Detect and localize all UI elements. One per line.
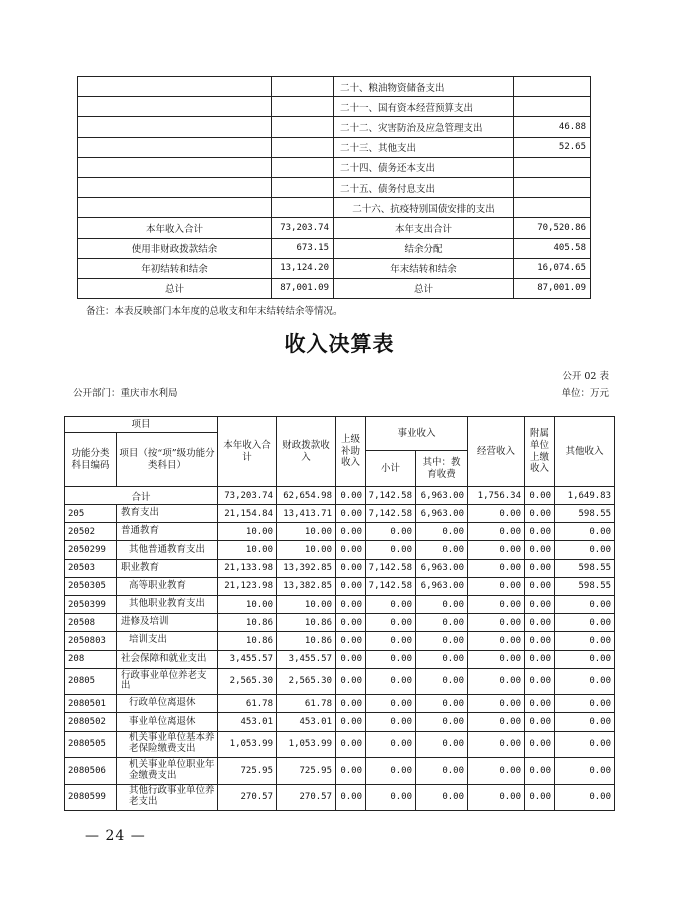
header-edu-fee: 其中：教育收费 xyxy=(416,451,468,487)
affiliated-value: 0.00 xyxy=(525,632,555,650)
total-label: 合计 xyxy=(65,487,218,505)
func-code: 2050399 xyxy=(65,595,117,613)
superior-value: 0.00 xyxy=(336,523,366,541)
income-amount xyxy=(272,117,334,137)
expense-item: 二十四、债务还本支出 xyxy=(334,157,514,177)
other-value: 598.55 xyxy=(555,559,615,577)
expense-item: 二十六、抗疫特别国债安排的支出 xyxy=(334,198,514,218)
project-name: 事业单位离退休 xyxy=(117,713,218,731)
edu-fee-value: 0.00 xyxy=(416,713,468,731)
expense-amount xyxy=(514,157,591,177)
summary-row xyxy=(78,198,591,218)
table-row xyxy=(65,541,615,559)
fiscal-value: 1,053.99 xyxy=(277,731,336,758)
superior-value: 0.00 xyxy=(336,695,366,713)
header-fiscal: 财政拨款收入 xyxy=(277,417,336,487)
func-code: 2080599 xyxy=(65,784,117,811)
table-row xyxy=(65,668,615,695)
annual-total-value: 453.01 xyxy=(218,713,277,731)
annual-total-value: 61.78 xyxy=(218,695,277,713)
table-row xyxy=(65,650,615,668)
total-other: 1,649.83 xyxy=(555,487,615,505)
income-amount: 73,203.74 xyxy=(272,218,334,238)
business-subtotal-value: 0.00 xyxy=(366,650,416,668)
annual-total-value: 10.86 xyxy=(218,614,277,632)
other-value: 0.00 xyxy=(555,731,615,758)
func-code: 20502 xyxy=(65,523,117,541)
table-row xyxy=(65,695,615,713)
operating-value: 0.00 xyxy=(468,650,525,668)
func-code: 20508 xyxy=(65,614,117,632)
business-subtotal-value: 0.00 xyxy=(366,632,416,650)
affiliated-value: 0.00 xyxy=(525,650,555,668)
business-subtotal-value: 0.00 xyxy=(366,614,416,632)
affiliated-value: 0.00 xyxy=(525,784,555,811)
summary-row xyxy=(78,117,591,137)
unit-label: 单位：万元 xyxy=(561,388,609,399)
fiscal-value: 2,565.30 xyxy=(277,668,336,695)
income-item xyxy=(78,157,272,177)
func-code: 2080505 xyxy=(65,731,117,758)
business-subtotal-value: 0.00 xyxy=(366,595,416,613)
header-operating: 经营收入 xyxy=(468,417,525,487)
other-value: 0.00 xyxy=(555,758,615,785)
expense-item: 二十五、债务付息支出 xyxy=(334,177,514,197)
operating-value: 0.00 xyxy=(468,695,525,713)
summary-row xyxy=(78,278,591,298)
expense-amount: 46.88 xyxy=(514,117,591,137)
table-row xyxy=(65,713,615,731)
annual-total-value: 10.86 xyxy=(218,632,277,650)
operating-value: 0.00 xyxy=(468,731,525,758)
expense-item: 本年支出合计 xyxy=(334,218,514,238)
annual-total-value: 21,133.98 xyxy=(218,559,277,577)
table-row xyxy=(65,523,615,541)
operating-value: 0.00 xyxy=(468,577,525,595)
fiscal-value: 10.00 xyxy=(277,541,336,559)
superior-value: 0.00 xyxy=(336,758,366,785)
annual-total-value: 10.00 xyxy=(218,595,277,613)
annual-total-value: 10.00 xyxy=(218,523,277,541)
affiliated-value: 0.00 xyxy=(525,541,555,559)
table-note: 备注：本表反映部门本年度的总收支和年末结转结余等情况。 xyxy=(86,306,343,317)
income-item xyxy=(78,198,272,218)
other-value: 598.55 xyxy=(555,577,615,595)
income-amount xyxy=(272,157,334,177)
table-row xyxy=(65,632,615,650)
header-project: 项目 xyxy=(65,417,218,433)
edu-fee-value: 0.00 xyxy=(416,541,468,559)
form-number: 公开 02 表 xyxy=(562,371,609,382)
superior-value: 0.00 xyxy=(336,577,366,595)
project-name: 进修及培训 xyxy=(117,614,218,632)
superior-value: 0.00 xyxy=(336,713,366,731)
expense-amount: 52.65 xyxy=(514,137,591,157)
other-value: 0.00 xyxy=(555,614,615,632)
fiscal-value: 725.95 xyxy=(277,758,336,785)
fiscal-value: 13,392.85 xyxy=(277,559,336,577)
total-fiscal: 62,654.98 xyxy=(277,487,336,505)
project-name: 普通教育 xyxy=(117,523,218,541)
table-row xyxy=(65,731,615,758)
total-row xyxy=(65,487,615,505)
project-name: 其他职业教育支出 xyxy=(117,595,218,613)
page-title: 收入决算表 xyxy=(284,332,395,356)
table-row xyxy=(65,758,615,785)
superior-value: 0.00 xyxy=(336,650,366,668)
edu-fee-value: 0.00 xyxy=(416,595,468,613)
business-subtotal-value: 7,142.58 xyxy=(366,559,416,577)
income-amount: 87,001.09 xyxy=(272,278,334,298)
income-item xyxy=(78,97,272,117)
superior-value: 0.00 xyxy=(336,784,366,811)
other-value: 0.00 xyxy=(555,695,615,713)
affiliated-value: 0.00 xyxy=(525,713,555,731)
operating-value: 0.00 xyxy=(468,668,525,695)
project-name: 教育支出 xyxy=(117,505,218,523)
superior-value: 0.00 xyxy=(336,731,366,758)
annual-total-value: 21,154.84 xyxy=(218,505,277,523)
func-code: 20805 xyxy=(65,668,117,695)
summary-row xyxy=(78,77,591,97)
table-row xyxy=(65,784,615,811)
income-amount xyxy=(272,177,334,197)
expense-amount xyxy=(514,97,591,117)
other-value: 598.55 xyxy=(555,505,615,523)
fiscal-value: 10.00 xyxy=(277,523,336,541)
operating-value: 0.00 xyxy=(468,541,525,559)
edu-fee-value: 0.00 xyxy=(416,632,468,650)
project-name: 社会保障和就业支出 xyxy=(117,650,218,668)
expense-item: 年末结转和结余 xyxy=(334,258,514,278)
income-item xyxy=(78,77,272,97)
annual-total-value: 270.57 xyxy=(218,784,277,811)
expense-amount xyxy=(514,198,591,218)
income-item xyxy=(78,117,272,137)
fiscal-value: 270.57 xyxy=(277,784,336,811)
page-number: — 24 — xyxy=(85,828,146,844)
expense-amount: 70,520.86 xyxy=(514,218,591,238)
func-code: 205 xyxy=(65,505,117,523)
affiliated-value: 0.00 xyxy=(525,577,555,595)
income-amount xyxy=(272,97,334,117)
total-business-subtotal: 7,142.58 xyxy=(366,487,416,505)
income-amount xyxy=(272,137,334,157)
other-value: 0.00 xyxy=(555,541,615,559)
other-value: 0.00 xyxy=(555,713,615,731)
business-subtotal-value: 0.00 xyxy=(366,731,416,758)
affiliated-value: 0.00 xyxy=(525,758,555,785)
func-code: 2050305 xyxy=(65,577,117,595)
table-row xyxy=(65,505,615,523)
business-subtotal-value: 0.00 xyxy=(366,758,416,785)
affiliated-value: 0.00 xyxy=(525,595,555,613)
expense-item: 总计 xyxy=(334,278,514,298)
project-name: 其他普通教育支出 xyxy=(117,541,218,559)
other-value: 0.00 xyxy=(555,632,615,650)
superior-value: 0.00 xyxy=(336,595,366,613)
total-annual-total: 73,203.74 xyxy=(218,487,277,505)
fiscal-value: 13,382.85 xyxy=(277,577,336,595)
affiliated-value: 0.00 xyxy=(525,523,555,541)
project-name: 其他行政事业单位养老支出 xyxy=(117,784,218,811)
header-annual-total: 本年收入合计 xyxy=(218,417,277,487)
superior-value: 0.00 xyxy=(336,541,366,559)
fiscal-value: 13,413.71 xyxy=(277,505,336,523)
expense-amount: 16,074.65 xyxy=(514,258,591,278)
superior-value: 0.00 xyxy=(336,668,366,695)
fiscal-value: 453.01 xyxy=(277,713,336,731)
table-row xyxy=(65,595,615,613)
edu-fee-value: 0.00 xyxy=(416,668,468,695)
func-code: 2080502 xyxy=(65,713,117,731)
operating-value: 0.00 xyxy=(468,559,525,577)
project-name: 行政事业单位养老支出 xyxy=(117,668,218,695)
expense-item: 二十一、国有资本经营预算支出 xyxy=(334,97,514,117)
func-code: 20503 xyxy=(65,559,117,577)
func-code: 2050299 xyxy=(65,541,117,559)
expense-item: 二十二、灾害防治及应急管理支出 xyxy=(334,117,514,137)
operating-value: 0.00 xyxy=(468,505,525,523)
summary-table-continuation xyxy=(77,76,591,299)
income-item xyxy=(78,137,272,157)
income-item: 本年收入合计 xyxy=(78,218,272,238)
summary-row xyxy=(78,218,591,238)
edu-fee-value: 0.00 xyxy=(416,731,468,758)
expense-amount xyxy=(514,77,591,97)
other-value: 0.00 xyxy=(555,668,615,695)
summary-row xyxy=(78,258,591,278)
income-item: 总计 xyxy=(78,278,272,298)
edu-fee-value: 0.00 xyxy=(416,523,468,541)
other-value: 0.00 xyxy=(555,784,615,811)
annual-total-value: 725.95 xyxy=(218,758,277,785)
affiliated-value: 0.00 xyxy=(525,731,555,758)
income-table xyxy=(64,416,615,811)
annual-total-value: 3,455.57 xyxy=(218,650,277,668)
business-subtotal-value: 7,142.58 xyxy=(366,505,416,523)
total-superior: 0.00 xyxy=(336,487,366,505)
operating-value: 0.00 xyxy=(468,595,525,613)
edu-fee-value: 0.00 xyxy=(416,758,468,785)
other-value: 0.00 xyxy=(555,523,615,541)
affiliated-value: 0.00 xyxy=(525,505,555,523)
expense-amount: 405.58 xyxy=(514,238,591,258)
operating-value: 0.00 xyxy=(468,758,525,785)
operating-value: 0.00 xyxy=(468,784,525,811)
superior-value: 0.00 xyxy=(336,559,366,577)
business-subtotal-value: 0.00 xyxy=(366,713,416,731)
summary-row xyxy=(78,137,591,157)
summary-row xyxy=(78,157,591,177)
fiscal-value: 10.86 xyxy=(277,632,336,650)
header-subtotal: 小计 xyxy=(366,451,416,487)
income-amount: 13,124.20 xyxy=(272,258,334,278)
func-code: 2050803 xyxy=(65,632,117,650)
expense-item: 二十、粮油物资储备支出 xyxy=(334,77,514,97)
func-code: 2080506 xyxy=(65,758,117,785)
operating-value: 0.00 xyxy=(468,614,525,632)
other-value: 0.00 xyxy=(555,595,615,613)
annual-total-value: 2,565.30 xyxy=(218,668,277,695)
header-func-code: 功能分类科目编码 xyxy=(65,433,117,487)
header-affiliated: 附属单位上缴收入 xyxy=(525,417,555,487)
income-amount: 673.15 xyxy=(272,238,334,258)
edu-fee-value: 6,963.00 xyxy=(416,559,468,577)
table-row xyxy=(65,577,615,595)
annual-total-value: 1,053.99 xyxy=(218,731,277,758)
income-item xyxy=(78,177,272,197)
total-affiliated: 0.00 xyxy=(525,487,555,505)
edu-fee-value: 6,963.00 xyxy=(416,505,468,523)
edu-fee-value: 0.00 xyxy=(416,614,468,632)
superior-value: 0.00 xyxy=(336,505,366,523)
func-code: 2080501 xyxy=(65,695,117,713)
total-operating: 1,756.34 xyxy=(468,487,525,505)
business-subtotal-value: 0.00 xyxy=(366,541,416,559)
project-name: 机关事业单位职业年金缴费支出 xyxy=(117,758,218,785)
income-item: 使用非财政拨款结余 xyxy=(78,238,272,258)
header-business: 事业收入 xyxy=(366,417,468,451)
project-name: 培训支出 xyxy=(117,632,218,650)
header-superior: 上级补助收入 xyxy=(336,417,366,487)
other-value: 0.00 xyxy=(555,650,615,668)
superior-value: 0.00 xyxy=(336,614,366,632)
affiliated-value: 0.00 xyxy=(525,668,555,695)
income-amount xyxy=(272,77,334,97)
project-name: 职业教育 xyxy=(117,559,218,577)
business-subtotal-value: 0.00 xyxy=(366,668,416,695)
edu-fee-value: 0.00 xyxy=(416,650,468,668)
summary-row xyxy=(78,238,591,258)
edu-fee-value: 6,963.00 xyxy=(416,577,468,595)
fiscal-value: 61.78 xyxy=(277,695,336,713)
expense-amount: 87,001.09 xyxy=(514,278,591,298)
expense-amount xyxy=(514,177,591,197)
affiliated-value: 0.00 xyxy=(525,614,555,632)
summary-row xyxy=(78,97,591,117)
fiscal-value: 10.00 xyxy=(277,595,336,613)
department-label: 公开部门：重庆市水利局 xyxy=(73,388,178,399)
income-item: 年初结转和结余 xyxy=(78,258,272,278)
fiscal-value: 3,455.57 xyxy=(277,650,336,668)
operating-value: 0.00 xyxy=(468,713,525,731)
business-subtotal-value: 7,142.58 xyxy=(366,577,416,595)
business-subtotal-value: 0.00 xyxy=(366,523,416,541)
table-row xyxy=(65,559,615,577)
income-amount xyxy=(272,198,334,218)
summary-row xyxy=(78,177,591,197)
table-row xyxy=(65,614,615,632)
header-project-name: 项目（按“项”级功能分类科目） xyxy=(117,433,218,487)
business-subtotal-value: 0.00 xyxy=(366,784,416,811)
project-name: 机关事业单位基本养老保险缴费支出 xyxy=(117,731,218,758)
expense-item: 结余分配 xyxy=(334,238,514,258)
expense-item: 二十三、其他支出 xyxy=(334,137,514,157)
business-subtotal-value: 0.00 xyxy=(366,695,416,713)
operating-value: 0.00 xyxy=(468,632,525,650)
affiliated-value: 0.00 xyxy=(525,559,555,577)
project-name: 行政单位离退休 xyxy=(117,695,218,713)
project-name: 高等职业教育 xyxy=(117,577,218,595)
total-edu-fee: 6,963.00 xyxy=(416,487,468,505)
edu-fee-value: 0.00 xyxy=(416,784,468,811)
func-code: 208 xyxy=(65,650,117,668)
annual-total-value: 21,123.98 xyxy=(218,577,277,595)
operating-value: 0.00 xyxy=(468,523,525,541)
superior-value: 0.00 xyxy=(336,632,366,650)
fiscal-value: 10.86 xyxy=(277,614,336,632)
affiliated-value: 0.00 xyxy=(525,695,555,713)
header-other: 其他收入 xyxy=(555,417,615,487)
edu-fee-value: 0.00 xyxy=(416,695,468,713)
annual-total-value: 10.00 xyxy=(218,541,277,559)
